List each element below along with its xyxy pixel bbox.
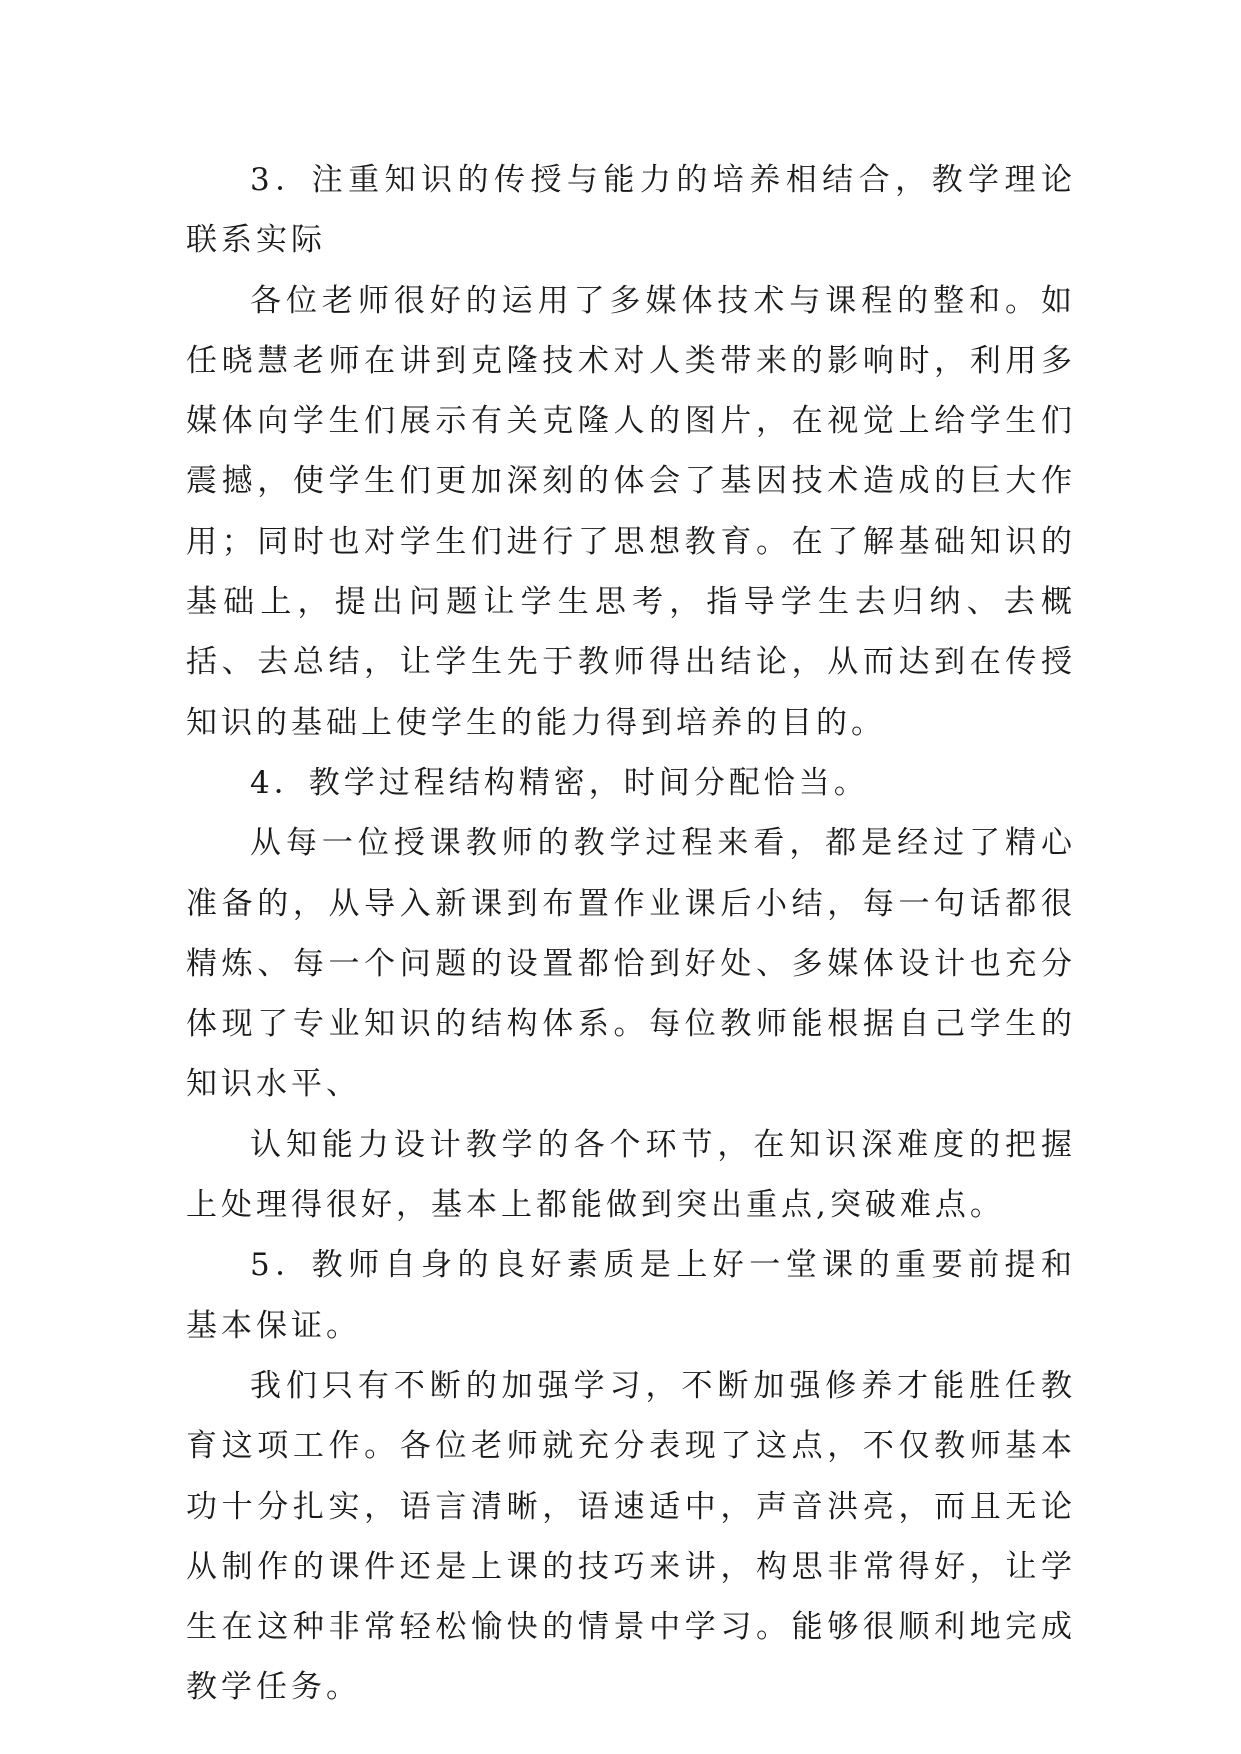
heading-4: 4．教学过程结构精密，时间分配恰当。 (250, 764, 869, 801)
paragraph: 认知能力设计教学的各个环节，在知识深难度的把握上处理得很好，基本上都能做到突出重点,突破难点。 (186, 1126, 1076, 1224)
paragraph: 各位老师很好的运用了多媒体技术与课程的整和。如任晓慧老师在讲到克隆技术对人类带来的影响时，利用多媒体向学生们展示有关克隆人的图片，在视觉上给学生们震撼，使学生们更加深刻的体会了基因技术造成的巨大作用；同时也对学生们进行了思想教育。在了解基础知识的基础上，提出问题让学生思考，指导学生去归纳、去概括、去总结，让学生先于教师得出结论，从而达到在传授知识的基础上使学生的能力得到培养的目的。 (186, 282, 1076, 741)
paragraph: 从每一位授课教师的教学过程来看，都是经过了精心准备的，从导入新课到布置作业课后小结，每一句话都很精炼、每一个问题的设置都恰到好处、多媒体设计也充分体现了专业知识的结构体系。每位教师能根据自己学生的知识水平、 (186, 825, 1076, 1103)
document-body (186, 150, 1076, 1718)
heading-5: 5．教师自身的良好素质是上好一堂课的重要前提和基本保证。 (186, 1247, 1076, 1344)
heading-3: 3．注重知识的传授与能力的培养相结合，教学理论联系实际 (186, 162, 1076, 259)
paragraph: 我们只有不断的加强学习，不断加强修养才能胜任教育这项工作。各位老师就充分表现了这点，不仅教师基本功十分扎实，语言清晰，语速适中，声音洪亮，而且无论从制作的课件还是上课的技巧来讲，构思非常得好，让学生在这种非常轻松愉快的情景中学习。能够很顺利地完成教学任务。 (186, 1367, 1076, 1706)
